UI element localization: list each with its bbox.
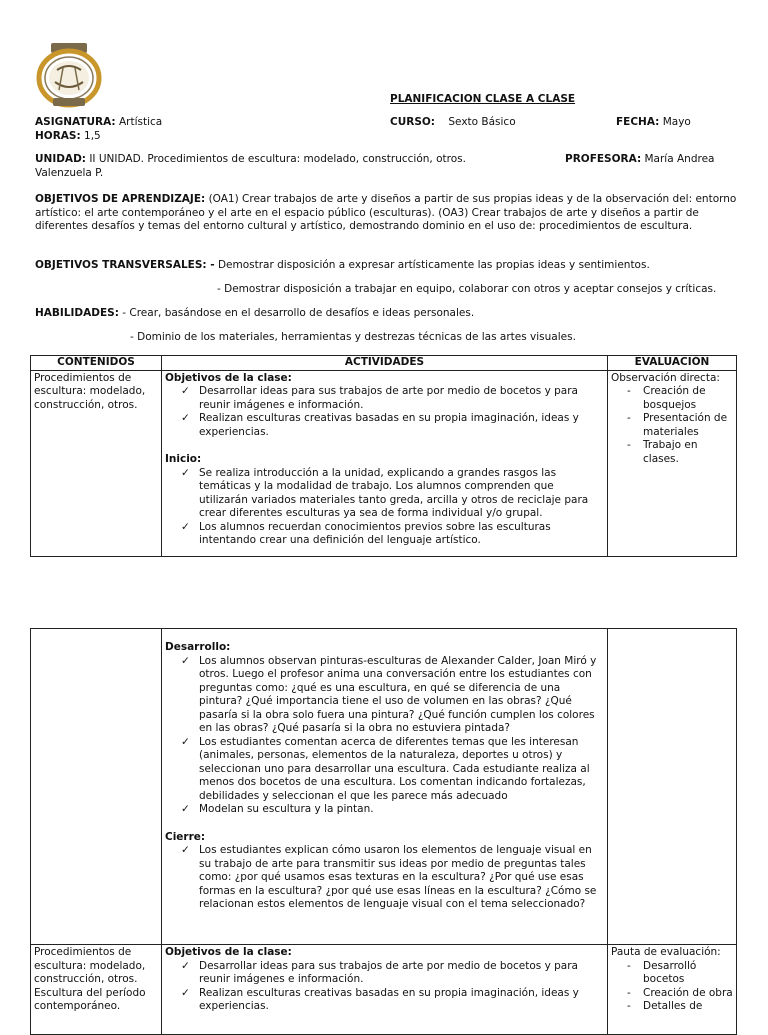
asignatura-value: Artística xyxy=(118,116,163,128)
habilidades-label: HABILIDADES: xyxy=(35,307,119,319)
fecha-line xyxy=(616,116,691,128)
row1-inicio-list xyxy=(165,467,604,548)
row3-actividades xyxy=(162,945,608,1035)
horas-line xyxy=(35,130,738,144)
row2-actividades xyxy=(162,629,608,945)
row1-evaluacion xyxy=(608,370,737,556)
asignatura-label: ASIGNATURA: xyxy=(35,116,116,128)
row1-objetivos-list xyxy=(165,385,604,439)
row3-evaluacion xyxy=(608,945,737,1035)
list-item: - Presentación de materiales xyxy=(625,412,733,439)
row3-objetivos-title: Objetivos de la clase: xyxy=(165,946,292,958)
header-evaluacion: EVALUACIÓN xyxy=(608,356,737,371)
profesora-surname: Valenzuela P. xyxy=(35,167,104,179)
habilidades-line1: - Crear, basándose en el desarrollo de desafíos e ideas personales. xyxy=(122,307,475,319)
horas-value: 1,5 xyxy=(84,130,101,142)
list-item: ✓ Desarrollar ideas para sus trabajos de arte por medio de bocetos y para reunir imágenes e información. xyxy=(175,385,604,412)
school-crest-icon xyxy=(33,40,105,110)
objetivos-aprendizaje xyxy=(35,193,738,234)
header-actividades: ACTIVIDADES xyxy=(162,356,608,371)
row2-cierre-title: Cierre: xyxy=(165,830,206,843)
profesora-line xyxy=(565,153,714,165)
planning-table-page2 xyxy=(30,628,737,1035)
row3-objetivos-list xyxy=(165,960,604,1014)
row2-evaluacion xyxy=(608,629,737,945)
list-item: - Creación de bosquejos xyxy=(625,385,733,412)
row1-evaluacion-title: Observación directa: xyxy=(611,371,720,384)
row3-evaluacion-title: Pauta de evaluación: xyxy=(611,946,721,958)
list-item: - Creación de obra xyxy=(625,987,733,1001)
objetivos-transversales-line2: - Demostrar disposición a trabajar en equipo, colaborar con otros y aceptar consejos y críticas. xyxy=(217,283,717,295)
unidad-label: UNIDAD: xyxy=(35,153,86,165)
list-item: ✓ Los estudiantes comentan acerca de diferentes temas que les interesan (animales, personas, elementos de la naturaleza, deportes u otros) y seleccionan uno para desarrollar una escultura. Cada estudiante realiza al menos dos bocetos de una escultura. Los comentan indicando fortalezas, debilidades y seleccionan el que les parece más adecuado xyxy=(175,736,604,804)
curso-label: CURSO: xyxy=(390,116,436,128)
objetivos-transversales-label: OBJETIVOS TRANSVERSALES: - xyxy=(35,259,215,271)
row2-contenidos xyxy=(31,629,162,945)
unidad-value: II UNIDAD. Procedimientos de escultura: modelado, construcción, otros. xyxy=(89,153,466,165)
header-contenidos: CONTENIDOS xyxy=(31,356,162,371)
row2-desarrollo-title: Desarrollo: xyxy=(165,641,231,653)
list-item: ✓ Los estudiantes explican cómo usaron los elementos de lenguaje visual en su trabajo de arte para transmitir sus ideas por medio de preguntas tales como: ¿por qué usamos esas texturas en la escultura? ¿Por qué use esas formas en la escultura? ¿por qué use esas líneas en la escultura? ¿Cómo se relacionan estos elementos de lenguaje visual con el tema seleccionado? xyxy=(175,844,604,912)
row2-desarrollo-list xyxy=(165,655,604,817)
document-title: PLANIFICACION CLASE A CLASE xyxy=(390,93,576,105)
list-item: ✓ Desarrollar ideas para sus trabajos de arte por medio de bocetos y para reunir imágenes e información. xyxy=(175,960,604,987)
fecha-label: FECHA: xyxy=(616,116,660,128)
habilidades-line2: - Dominio de los materiales, herramientas y destrezas técnicas de las artes visuales. xyxy=(130,331,576,343)
row1-inicio-title: Inicio: xyxy=(165,453,202,465)
list-item: - Detalles de xyxy=(625,1000,733,1014)
list-item: - Trabajo en clases. xyxy=(625,439,733,466)
objetivos-transversales xyxy=(35,259,738,273)
objetivos-aprendizaje-label: OBJETIVOS DE APRENDIZAJE: xyxy=(35,193,206,205)
profesora-value: María Andrea xyxy=(644,153,715,165)
list-item: ✓ Los alumnos recuerdan conocimientos previos sobre las esculturas intentando crear una definición del lenguaje artístico. xyxy=(175,521,604,548)
profesora-label: PROFESORA: xyxy=(565,153,642,165)
objetivos-transversales-line1: Demostrar disposición a expresar artísticamente las propias ideas y sentimientos. xyxy=(217,259,650,271)
planning-table-page1 xyxy=(30,355,737,557)
row1-actividades xyxy=(162,370,608,556)
row3-evaluacion-list xyxy=(611,960,733,1014)
row1-objetivos-title: Objetivos de la clase: xyxy=(165,371,292,384)
objetivos-aprendizaje-text: (OA1) Crear trabajos de arte y diseños a partir de sus propias ideas y de la observación del: entorno artístico: el arte contemporáneo y el arte en el espacio público (esculturas). (OA3) Crear trabajos de arte y diseños a partir de diferentes desafíos y temas del entorno cultural y artístico, demostrando dominio en el uso de: procedimientos de escultura. xyxy=(35,193,737,232)
row1-evaluacion-list xyxy=(611,385,733,466)
list-item: ✓ Modelan su escultura y la pintan. xyxy=(175,803,604,817)
list-item: ✓ Los alumnos observan pinturas-esculturas de Alexander Calder, Joan Miró y otros. Luego el profesor anima una conversación entre los estudiantes con preguntas como: ¿qué es una escultura, en qué se diferencia de una pintura? ¿Qué importancia tiene el uso de volumen en las obras? ¿Qué pasaría si la obra solo fuera una pintura? ¿Qué función cumplen los colores en las obras? ¿Qué pasaría si la obra no estuviera pintada? xyxy=(175,655,604,736)
list-item: ✓ Se realiza introducción a la unidad, explicando a grandes rasgos las temáticas y la modalidad de trabajo. Los alumnos comprenden que utilizarán variados materiales tanto greda, arcilla y otros de reciclaje para crear diferentes esculturas ya sea de forma individual y/o grupal. xyxy=(175,467,604,521)
fecha-value: Mayo xyxy=(662,116,691,128)
horas-label: HORAS: xyxy=(35,130,81,142)
list-item: ✓ Realizan esculturas creativas basadas en su propia imaginación, ideas y experiencias. xyxy=(175,412,604,439)
row2-cierre-list xyxy=(165,844,604,912)
row1-contenidos: Procedimientos de escultura: modelado, construcción, otros. xyxy=(31,370,162,556)
curso-line xyxy=(390,116,516,128)
row3-contenidos: Procedimientos de escultura: modelado, construcción, otros. Escultura del período contemporáneo. xyxy=(31,945,162,1035)
curso-value: Sexto Básico xyxy=(448,116,516,128)
list-item: ✓ Realizan esculturas creativas basadas en su propia imaginación, ideas y experiencias. xyxy=(175,987,604,1014)
habilidades xyxy=(35,307,738,321)
list-item: - Desarrolló bocetos xyxy=(625,960,733,987)
